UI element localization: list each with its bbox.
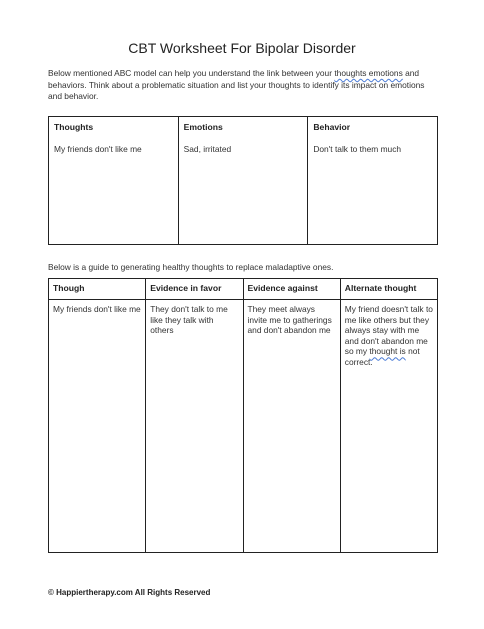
abc-column-behavior [308, 117, 437, 244]
guide-text: Below is a guide to generating healthy thoughts to replace maladaptive ones. [48, 262, 334, 272]
intro-text-part1: Below mentioned ABC model can help you understand the link between your [48, 68, 335, 78]
intro-paragraph [48, 68, 440, 103]
table-row [49, 300, 437, 552]
cell-alternate-thought [341, 300, 437, 552]
abc-value-behavior: Don't talk to them much [313, 144, 402, 154]
abc-model-table [48, 116, 438, 245]
alt-thought-text-before: My friend doesn't talk to me like others but they always stay with me and don't abandon me so my [344, 304, 433, 357]
table-header-row [49, 279, 437, 300]
cell-though: My friends don't like me [49, 300, 146, 552]
cell-evidence-in-favor: They don't talk to me like they talk with others [146, 300, 243, 552]
intro-underlined-text: thoughts emotions [334, 68, 403, 78]
abc-value-thoughts: My friends don't like me [54, 144, 142, 154]
abc-header-thoughts: Thoughts [54, 122, 94, 132]
healthy-thoughts-table [48, 278, 438, 553]
header-though: Though [49, 279, 146, 299]
alt-thought-underlined: thought is [369, 346, 406, 357]
header-evidence-against: Evidence against [244, 279, 341, 299]
alt-thought-text-after: not correct. [344, 346, 420, 367]
abc-value-emotions: Sad, irritated [183, 144, 232, 154]
worksheet-title: CBT Worksheet For Bipolar Disorder [128, 40, 356, 56]
abc-column-thoughts [49, 117, 179, 244]
intro-text-part2: and behaviors. Think about a problematic situation and list your thoughts to identify its impact on emotions and behavior. [48, 68, 425, 101]
header-alternate-thought: Alternate thought [344, 283, 417, 293]
abc-column-emotions [179, 117, 309, 244]
header-evidence-in-favor: Evidence in favor [146, 279, 243, 299]
cell-evidence-against: They meet always invite me to gatherings and don't abandon me [244, 300, 341, 552]
abc-header-behavior: Behavior [313, 122, 351, 132]
copyright-footer: © Happiertherapy.com All Rights Reserved [48, 588, 211, 597]
abc-header-emotions: Emotions [183, 122, 223, 132]
